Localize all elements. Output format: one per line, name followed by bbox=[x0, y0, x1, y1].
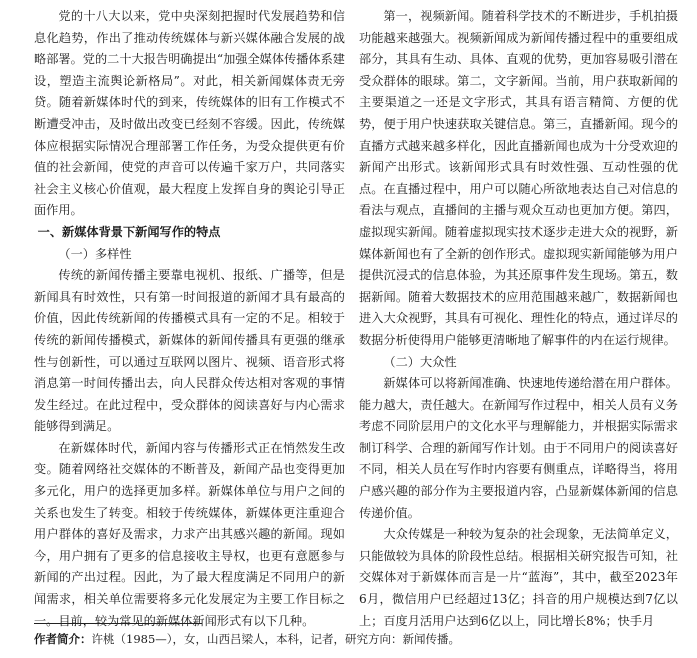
footnote-text: 许桃（1985—），女，山西吕梁人，本科，记者，研究方向：新闻传播。 bbox=[91, 632, 461, 646]
right-paragraph-news-forms: 第一，视频新闻。随着科学技术的不断进步，手机拍摄功能越来越强大。视频新闻成为新闻传播过程中的重要组成部分，其具有生动、具体、直观的优势，更加容易吸引潜在受众群体的眼球。第二，文字新闻。当前，用户获取新闻的主要渠道之一还是文字形式，其具有语言精简、方便的优势，便于用户快速获取关键信息。第三，直播新闻。现今的直播方式越来越多样化，因此直播新闻也成为十分受欢迎的新闻产出形式。该新闻形式具有时效性强、互动性强的优点。在直播过程中，用户可以随心所欲地表达自己对信息的看法与观点，直播间的主播与观众互动也更加方便。第四，虚拟现实新闻。随着虚拟现实技术逐步走进大众的视野，新媒体新闻也有了全新的创作形式。虚拟现实新闻能够为用户提供沉浸式的信息体验，为其还原事件发生现场。第五，数据新闻。随着大数据技术的应用范围越来越广，数据新闻也进入大众视野，其具有可视化、理性化的特点，通过详尽的数据分析使得用户能够更清晰地了解事件的内在运行规律。 bbox=[359, 9, 678, 347]
author-footnote bbox=[34, 631, 674, 647]
footnote-divider bbox=[34, 623, 202, 624]
left-paragraph-intro: 党的十八大以来，党中央深刻把握时代发展趋势和信息化趋势，作出了推动传统媒体与新兴媒体融合发展的战略部署。党的二十大报告明确提出“加强全媒体传播体系建设，塑造主流舆论新格局”。对此，相关新闻媒体责无旁贷。随着新媒体时代的到来，传统媒体的旧有工作模式不断遭受冲击，及时做出改变已经刻不容缓。因此，传统媒体应根据实际情况合理部署工作任务，为受众提供更有价值的社会新闻，使党的声音可以传遍千家万户，共同落实社会主义核心价值观，最大程度上发挥自身的舆论引导正面作用。 bbox=[34, 9, 345, 218]
section-heading-1: 一、新媒体背景下新闻写作的特点 bbox=[37, 224, 221, 239]
left-paragraph-traditional-vs-new: 传统的新闻传播主要靠电视机、报纸、广播等，但是新闻具有时效性，只有第一时间报道的新闻才具有最高的价值，因此传统新闻的传播模式具有一定的不足。相较于传统的新闻传播模式，新媒体的新闻传播具有更强的继承性与创新性，可以通过互联网以图片、视频、语音形式将消息第一时间传播出去，向人民群众传达相对客观的事情发生经过。在此过程中，受众群体的阅读喜好与内心需求能够得到满足。 bbox=[34, 268, 345, 434]
subsection-heading-diversity: （一）多样性 bbox=[58, 246, 132, 261]
right-paragraph-mass-delivery: 新媒体可以将新闻准确、快速地传递给潜在用户群体。能力越大，责任越大。在新闻写作过程中，相关人员有义务考虑不同阶层用户的文化水平与理解能力，并根据实际需求制订科学、合理的新闻写作计划。由于不同用户的阅读喜好不同，相关人员在写作时内容要有侧重点，详略得当，将用户感兴趣的部分作为主要报道内容，凸显新媒体新闻的信息传递价值。 bbox=[359, 376, 678, 520]
left-column bbox=[34, 6, 345, 632]
footnote-label: 作者简介： bbox=[34, 632, 92, 646]
right-paragraph-mass-media: 大众传媒是一种较为复杂的社会现象，无法简单定义，只能做较为具体的阶段性总结。根据相关研究报告可知，社交媒体对于新媒体而言是一片“蓝海”，其中，截至2023年6月，微信用户已经超过13亿；抖音的用户规模达到7亿以上；百度月活用户达到6亿以上，同比增长8%；快手月 bbox=[359, 527, 678, 628]
left-paragraph-new-media-era: 在新媒体时代，新闻内容与传播形式正在悄然发生改变。随着网络社交媒体的不断普及，新闻产品也变得更加多元化，用户的选择更加多样。新媒体单位与用户之间的关系也发生了转变。相较于传统媒体，新媒体更注重迎合用户群体的喜好及需求，力求产出其感兴趣的新闻。现如今，用户拥有了更多的信息接收主导权，也更有意愿参与新闻的产出过程。因此，为了最大程度满足不同用户的新闻需求，相关单位需要将多元化发展定为主要工作目标之一。目前，较为常见的新媒体新闻形式有以下几种。 bbox=[34, 440, 345, 628]
subsection-heading-popularity: （二）大众性 bbox=[383, 354, 457, 369]
right-column bbox=[359, 6, 678, 632]
